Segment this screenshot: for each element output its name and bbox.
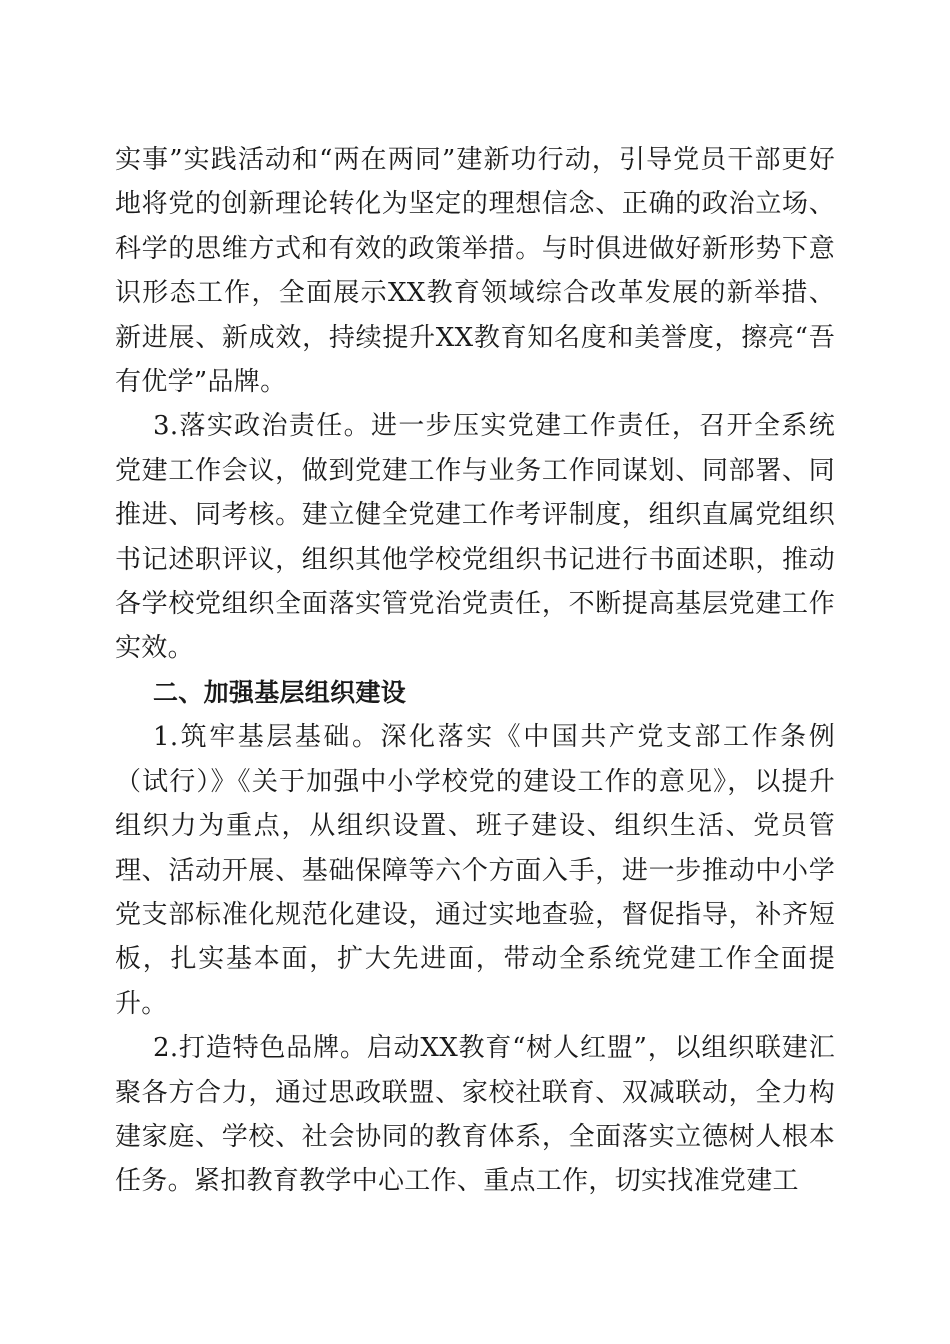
paragraph-grassroots-foundation: 1.筑牢基层基础。深化落实《中国共产党支部工作条例（试行）》《关于加强中小学校党的建设工作的意见》，以提升组织力为重点，从组织设置、班子建设、组织生活、党员管理、活动开展、基础保障等六个方面入手，进一步推动中小学党支部标准化规范化建设，通过实地查验，督促指导，补齐短板，扎实基本面，扩大先进面，带动全系统党建工作全面提升。: [115, 722, 835, 1019]
section-heading-grassroots: 二、加强基层组织建设: [153, 677, 407, 707]
paragraph-continuation: 实事”实践活动和“两在两同”建新功行动，引导党员干部更好地将党的创新理论转化为坚定的理想信念、正确的政治立场、科学的思维方式和有效的政策举措。与时俱进做好新形势下意识形态工作，全面展示XX教育领域综合改革发展的新举措、新进展、新成效，持续提升XX教育知名度和美誉度，擦亮“吾有优学”品牌。: [115, 145, 835, 398]
document-body: [115, 138, 835, 1204]
paragraph-special-brand: 2.打造特色品牌。启动XX教育“树人红盟”，以组织联建汇聚各方合力，通过思政联盟、家校社联育、双减联动，全力构建家庭、学校、社会协同的教育体系，全面落实立德树人根本任务。紧扣教育教学中心工作、重点工作，切实找准党建工: [115, 1033, 835, 1197]
paragraph-political-responsibility: 3.落实政治责任。进一步压实党建工作责任，召开全系统党建工作会议，做到党建工作与业务工作同谋划、同部署、同推进、同考核。建立健全党建工作考评制度，组织直属党组织书记述职评议，组织其他学校党组织书记进行书面述职，推动各学校党组织全面落实管党治党责任，不断提高基层党建工作实效。: [115, 411, 835, 664]
